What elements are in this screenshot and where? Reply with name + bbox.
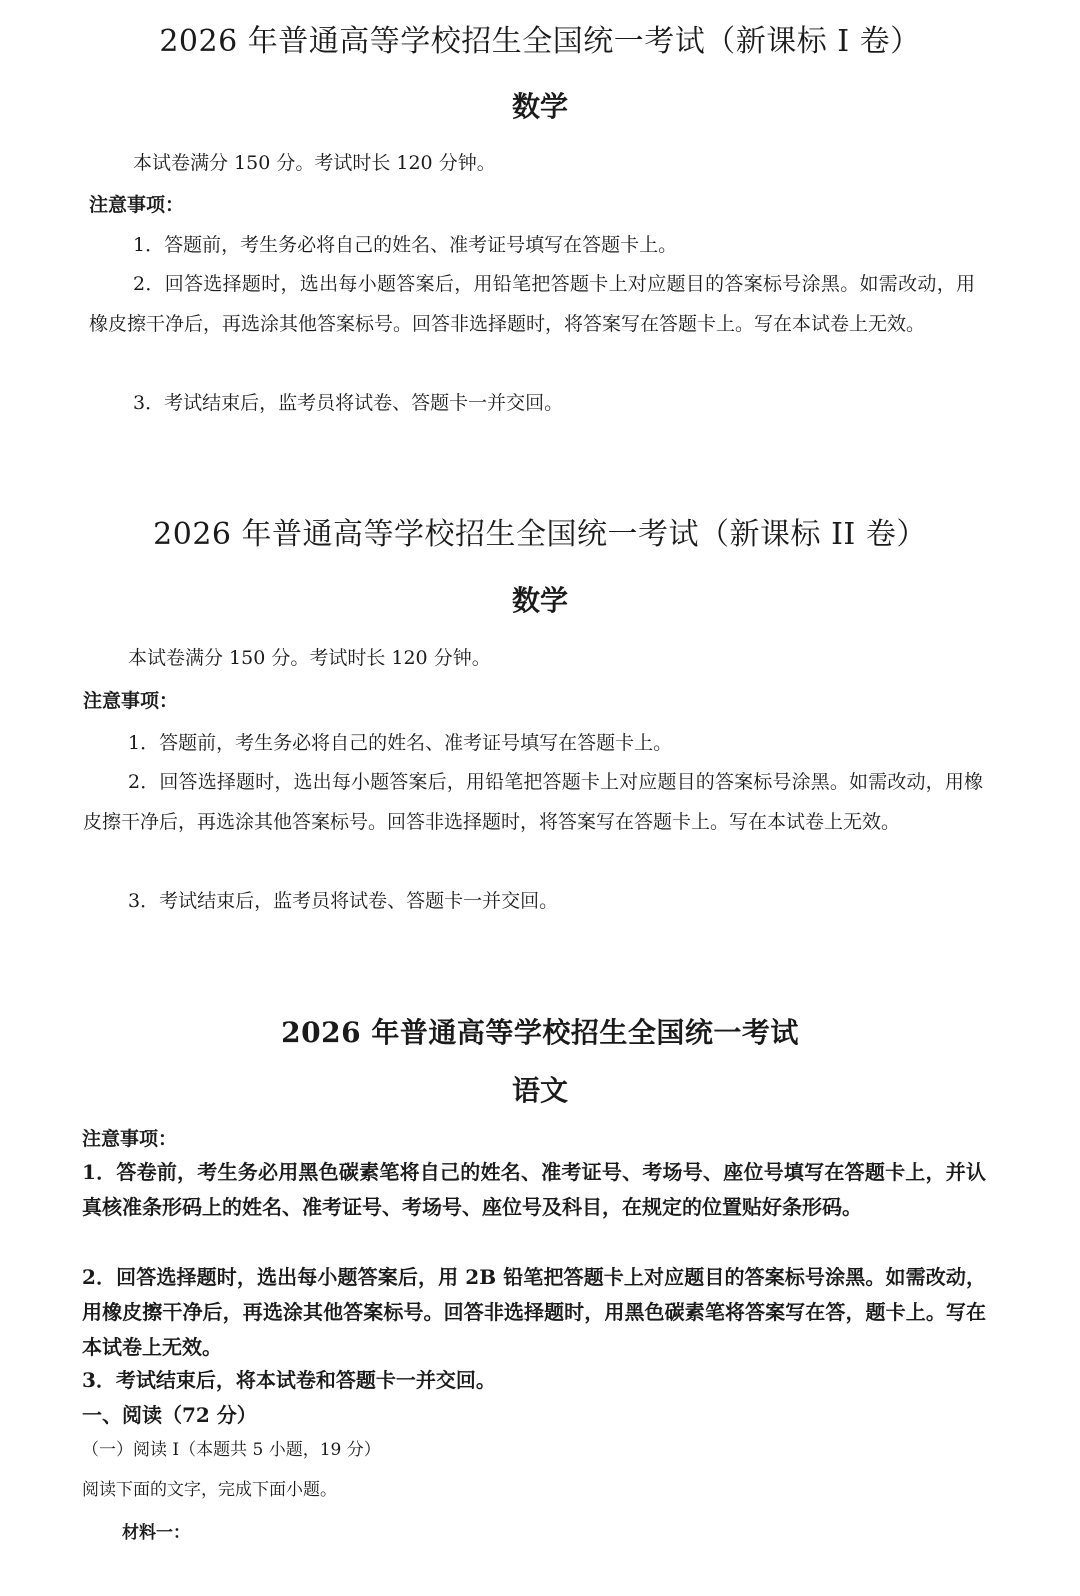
notice-item-2-1: 1．答题前，考生务必将自己的姓名、准考证号填写在答题卡上。 [128,732,673,754]
exam-title-1: 2026 年普通高等学校招生全国统一考试（新课标 I 卷） [159,24,921,59]
notice-item-3-2: 2．回答选择题时，选出每小题答案后，用 2B 铅笔把答题卡上对应题目的答案标号涂黑。如需改动，用橡皮擦干净后，再选涂其他答案标号。回答非选择题时，用黑色碳素笔将答案写在答，题卡上。写在本试卷上无效。 [82,1265,986,1359]
reading-instruction: 阅读下面的文字，完成下面小题。 [82,1480,337,1500]
notice-heading-2: 注意事项： [83,690,179,712]
subject-title-1: 数学 [511,90,568,123]
exam-intro-1: 本试卷满分 150 分。考试时长 120 分钟。 [133,152,496,174]
sub-heading: （一）阅读 I（本题共 5 小题，19 分） [82,1440,381,1460]
notice-item-1-2: 2．回答选择题时，选出每小题答案后，用铅笔把答题卡上对应题目的答案标号涂黑。如需改动，用橡皮擦干净后，再选涂其他答案标号。回答非选择题时，将答案写在答题卡上。写在本试卷上无效。 [89,273,975,335]
part-heading: 一、阅读（72 分） [82,1403,257,1427]
notice-item-2-2: 2．回答选择题时，选出每小题答案后，用铅笔把答题卡上对应题目的答案标号涂黑。如需改动，用橡皮擦干净后，再选涂其他答案标号。回答非选择题时，将答案写在答题卡上。写在本试卷上无效。 [83,771,983,833]
subject-title-2: 数学 [511,584,568,617]
notice-heading-1: 注意事项： [89,194,185,216]
exam-intro-2: 本试卷满分 150 分。考试时长 120 分钟。 [128,647,491,669]
material-label: 材料一： [122,1523,190,1543]
notice-item-2-3: 3．考试结束后，监考员将试卷、答题卡一并交回。 [128,890,559,912]
notice-item-1-1: 1．答题前，考生务必将自己的姓名、准考证号填写在答题卡上。 [133,234,678,256]
notice-item-3-1: 1．答卷前，考生务必用黑色碳素笔将自己的姓名、准考证号、考场号、座位号填写在答题卡上，并认真核准条形码上的姓名、准考证号、考场号、座位号及科目，在规定的位置贴好条形码。 [82,1160,986,1219]
notice-heading-3: 注意事项： [82,1128,178,1150]
exam-title-2: 2026 年普通高等学校招生全国统一考试（新课标 II 卷） [153,517,927,552]
notice-item-1-3: 3．考试结束后，监考员将试卷、答题卡一并交回。 [133,392,564,414]
notice-item-3-3: 3．考试结束后，将本试卷和答题卡一并交回。 [82,1368,496,1392]
exam-title-3: 2026 年普通高等学校招生全国统一考试 [281,1016,799,1049]
subject-title-3: 语文 [511,1074,568,1107]
